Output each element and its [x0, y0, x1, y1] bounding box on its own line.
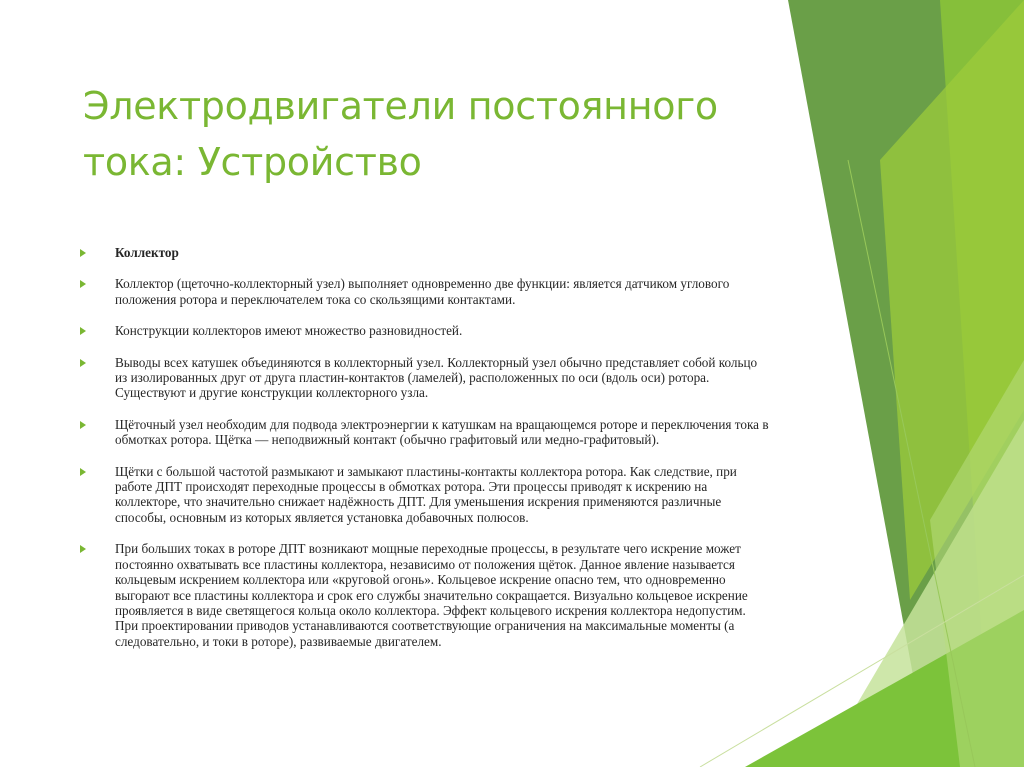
list-item [80, 276, 770, 307]
list-item-text: Выводы всех катушек объединяются в коллекторный узел. Коллекторный узел обычно представляет собой кольцо из изолированных друг от друга пластин-контактов (ламелей), расположенных по оси (вдоль оси) ротора. Существуют и другие конструкции коллекторного узла. [115, 354, 758, 401]
list-item [80, 323, 770, 338]
bullet-list [80, 245, 770, 665]
list-item [80, 245, 770, 260]
list-item [80, 541, 770, 649]
list-item-text: Коллектор [115, 245, 179, 260]
triangle-bullet-icon [80, 545, 86, 553]
slide-title: Электродвигатели постоянного тока: Устройство [83, 84, 718, 184]
list-item-text: Щётки с большой частотой размыкают и замыкают пластины-контакты коллектора ротора. Как следствие, при работе ДПТ происходят переходные процессы в обмотках ротора. Эти процессы приводят к искрению на коллекторе, что значительно снижает надёжность ДПТ. Для уменьшения искрения применяются различные способы, основным из которых является установка добавочных полюсов. [115, 463, 737, 525]
triangle-bullet-icon [80, 359, 86, 367]
triangle-bullet-icon [80, 327, 86, 335]
triangle-bullet-icon [80, 421, 86, 429]
list-item-text: При больших токах в роторе ДПТ возникают мощные переходные процессы, в результате чего искрение может постоянно охватывать все пластины коллектора, независимо от положения щёток. Данное явление называется кольцевым искрением коллектора или «круговой огонь». Кольцевое искрение опасно тем, что одновременно выгорают все пластины коллектора и срок его службы значительно сокращается. Визуально кольцевое искрение проявляется в виде светящегося кольца около коллектора. Эффект кольцевого искрения коллектора недопустим. При проектировании приводов устанавливаются соответствующие ограничения на максимальные моменты (а следовательно, и токи в роторе), развиваемые двигателем. [115, 541, 748, 649]
list-item-text: Щёточный узел необходим для подвода электроэнергии к катушкам на вращающемся роторе и переключения тока в обмотках ротора. Щётка — неподвижный контакт (обычно графитовый или медно-графитовый). [115, 416, 769, 448]
triangle-bullet-icon [80, 468, 86, 476]
list-item [80, 464, 770, 526]
triangle-bullet-icon [80, 249, 86, 257]
triangle-bullet-icon [80, 280, 86, 288]
list-item-text: Коллектор (щеточно-коллекторный узел) выполняет одновременно две функции: является датчиком углового положения ротора и переключателем тока со скользящими контактами. [115, 276, 730, 307]
list-item [80, 417, 770, 448]
list-item-text: Конструкции коллекторов имеют множество разновидностей. [115, 323, 463, 339]
list-item [80, 355, 770, 401]
